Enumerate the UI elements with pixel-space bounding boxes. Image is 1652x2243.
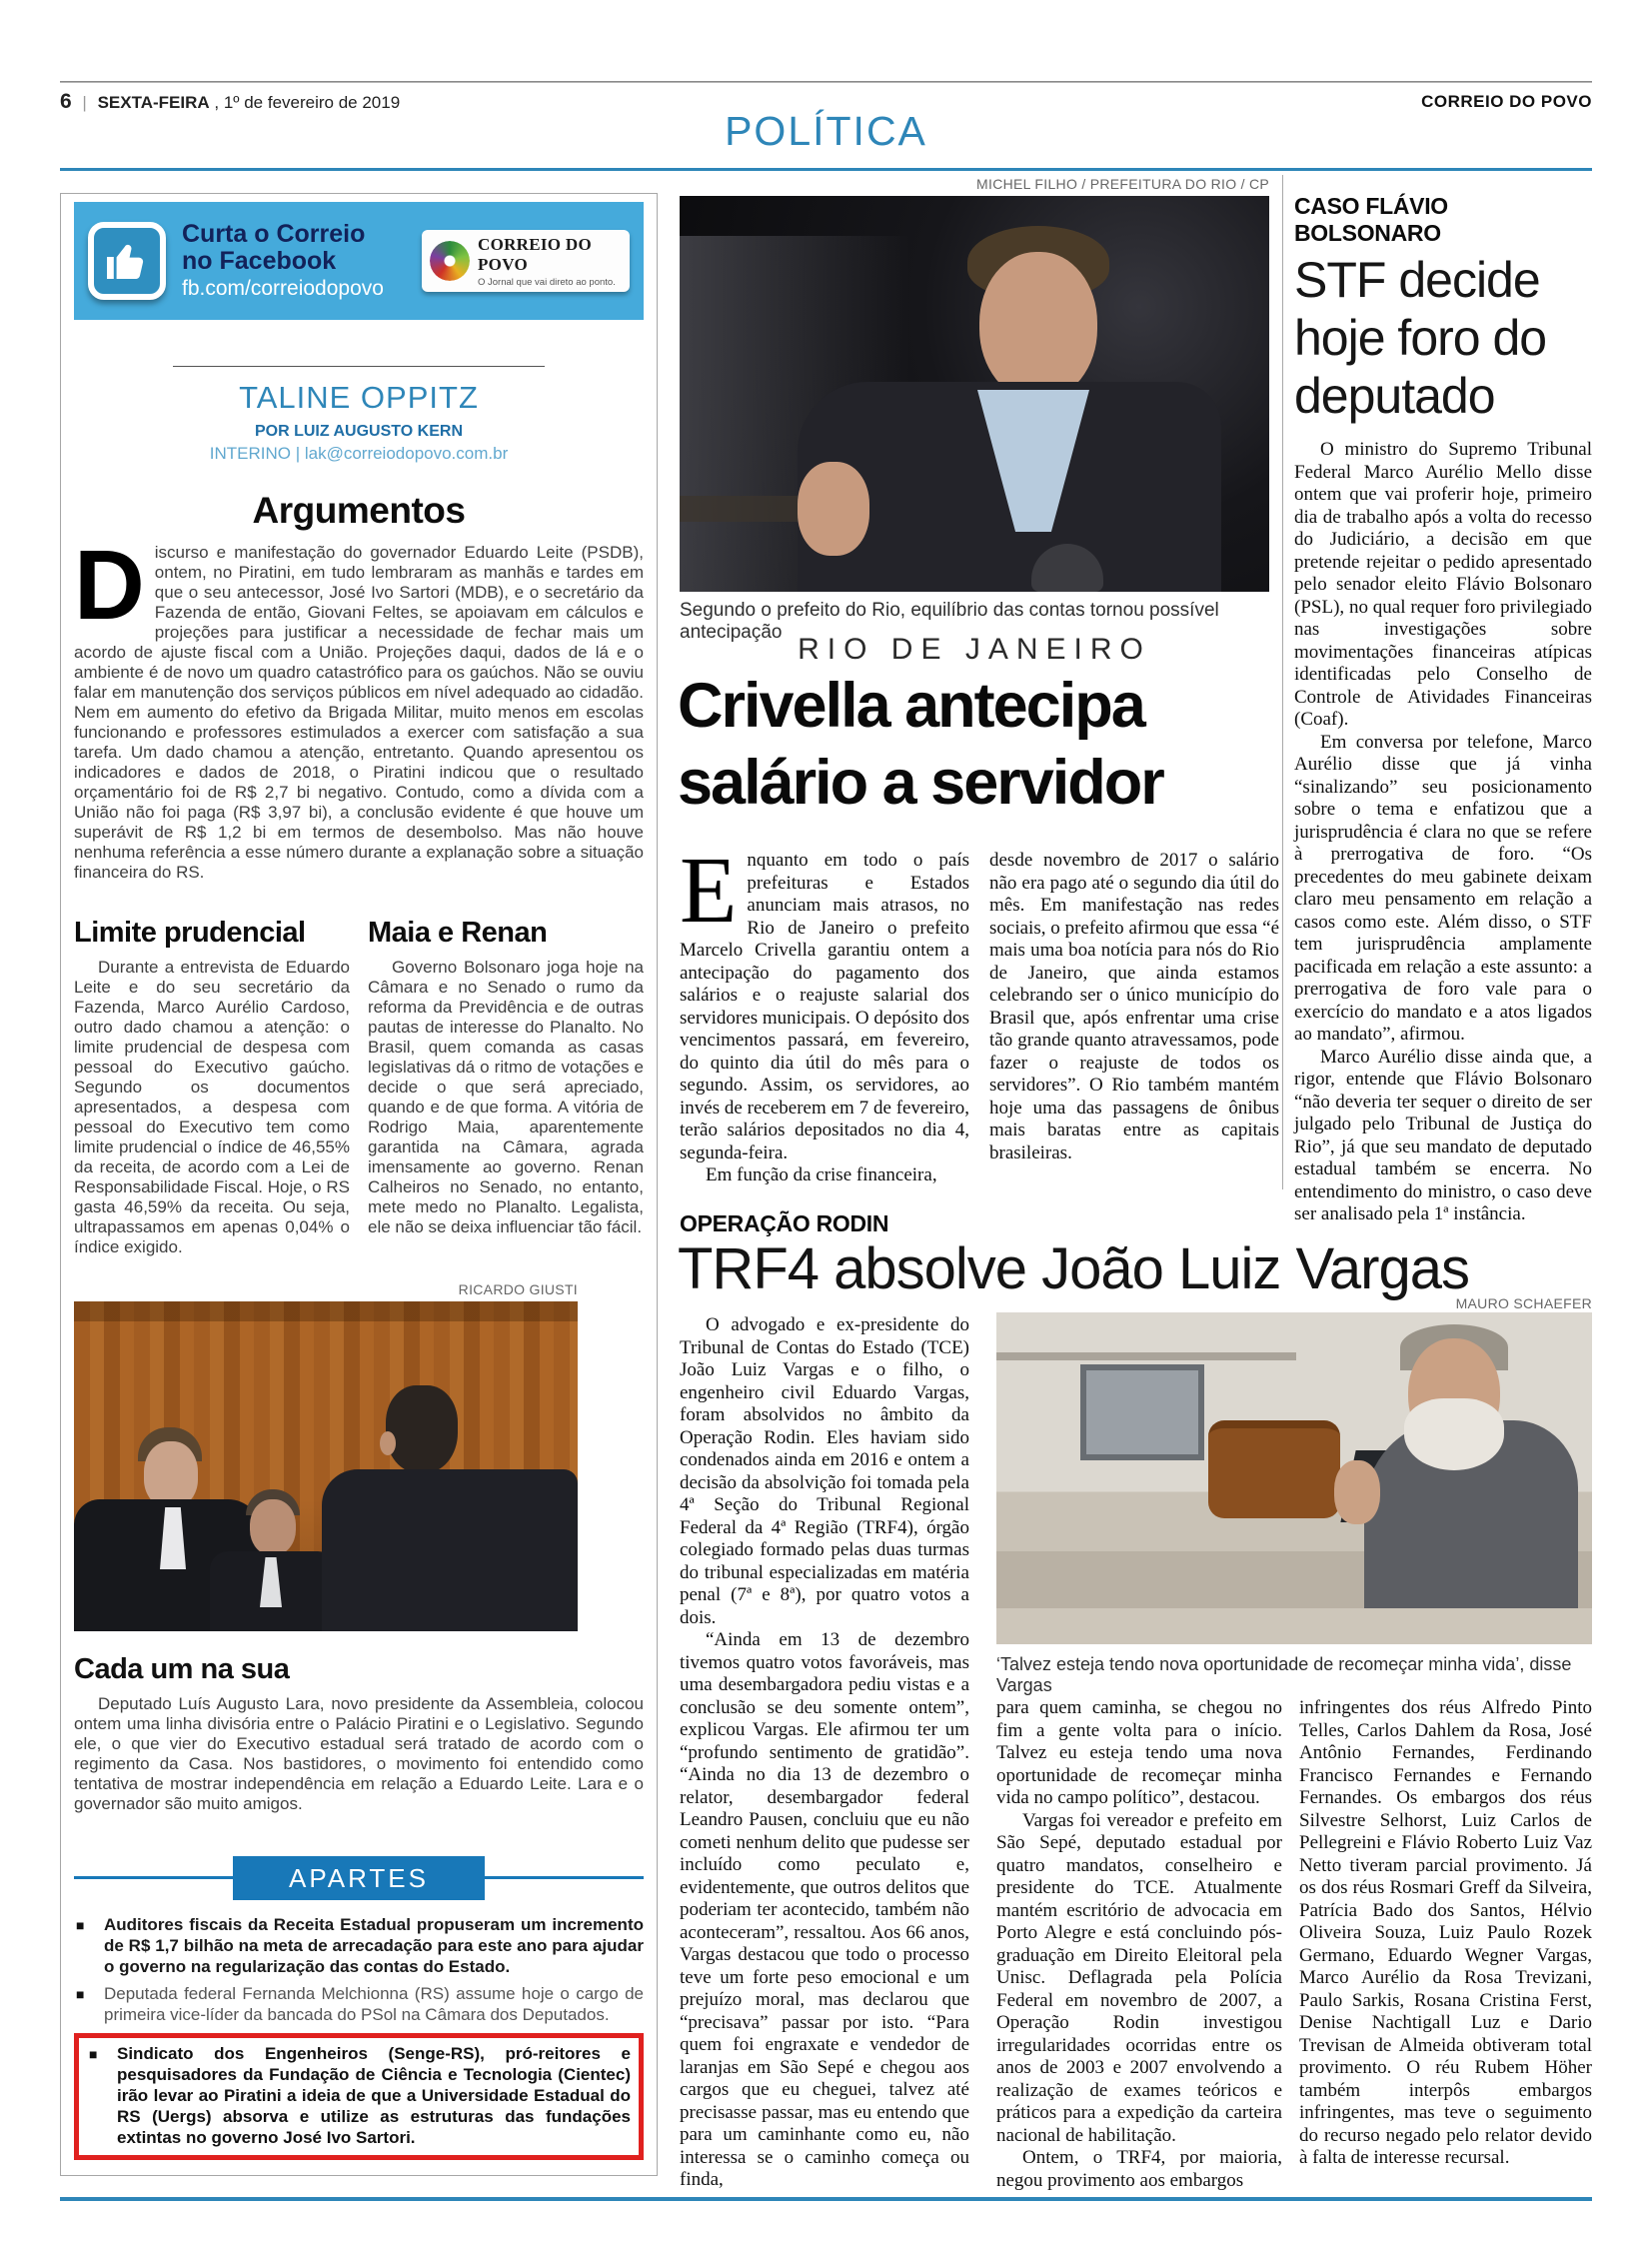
vargas-beard bbox=[1404, 1398, 1504, 1470]
cada-um-na-sua-title: Cada um na sua bbox=[74, 1653, 290, 1685]
crivella-photo bbox=[680, 196, 1269, 592]
correio-logo-title: CORREIO DO POVO bbox=[478, 234, 592, 274]
limite-body: Durante a entrevista de Eduardo Leite e do seu secretário da Fazenda, Marco Aurélio Cardoso, outro dado chamou a atenção: o limite prudencial de despesa com pessoal do Executivo gaúcho. Segundo os documentos apresentados, a despesa com pessoal do Executivo tem como limite prudencial o índice de 46,55% da receita, de acordo com a Lei de Responsabilidade Fiscal. Hoje, o RS gasta 46,59% da receita. Ou seja, ultrapassamos em apenas 0,04% o índice exigido. bbox=[74, 958, 350, 1256]
apartes-item: ■ Deputada federal Fernanda Melchionna (RS) assume hoje o cargo de primeira vice-líder da bancada do PSol na Câmara dos Deputados. bbox=[74, 1983, 644, 2025]
columnist-name: TALINE OPPITZ bbox=[239, 380, 479, 415]
apartes-item: ■ Sindicato dos Engenheiros (Senge-RS), pró-reitores e pesquisadores da Fundação de Ciência e Tecnologia (Cientec) irão levar ao Piratini a ideia de que a Universidade Estadual do RS (Uergs) absorva e utilize as estruturas das fundações extintas no governo José Ivo Sartori. bbox=[87, 2043, 631, 2148]
argumentos-title: Argumentos bbox=[252, 490, 466, 531]
trf4-paragraph: O advogado e ex-presidente do Tribunal de Contas do Estado (TCE) João Luiz Vargas e o filho, o engenheiro civil Eduardo Vargas, foram absolvidos no âmbito da Operação Rodin. Eles haviam sido condenados ainda em 2016 e ontem a decisão da absolvição foi tomada pela 4ª Seção do Tribunal Regional Federal da 4ª Região (TRF4), órgão colegiado formado pelas duas turmas do tribunal especializadas em matéria penal (7ª e 8ª), por quatro votos a dois. bbox=[680, 1314, 969, 1628]
cada-um-na-sua-body: Deputado Luís Augusto Lara, novo presidente da Assembleia, colocou ontem uma linha divisória entre o Palácio Piratini e o Legislativo. Segundo ele, o que vier do Executivo estadual será tratado de acordo com o regimento da Casa. Nos bastidores, o movimento foi entendido como tentativa de mostrar independência em relação a Eduardo Leite. Lara e o governador são muito amigos. bbox=[74, 1694, 644, 1813]
trf4-column-3 bbox=[1299, 1697, 1592, 2170]
crivella-paragraph: desde novembro de 2017 o salário não era pago até o segundo dia útil do mês. Em manifestação nas redes sociais, o prefeito afirmou que essa “é mais uma boa notícia para nós do Rio de Janeiro, que ainda estamos celebrando ser o único município do Brasil que, após enfrentar uma crise tão grande quanto atravessamos, pode fazer o reajuste de todos os servidores”. O Rio também mantém hoje uma das passagens de ônibus mais baratas entre as capitais brasileiras. bbox=[989, 850, 1279, 1163]
assembly-figure3-suit bbox=[322, 1469, 578, 1631]
facebook-promo-line2: no Facebook bbox=[182, 247, 337, 275]
crivella-paragraph: Em função da crise financeira, bbox=[706, 1164, 937, 1185]
folio-separator: | bbox=[82, 93, 87, 112]
crivella-head bbox=[979, 252, 1097, 400]
maia-renan-section bbox=[368, 917, 644, 1257]
trf4-paragraph: Vargas foi vereador e prefeito em São Sepé, deputado estadual por quatro mandatos, conselheiro e presidente do TCE. Atualmente mantém escritório de advocacia em Porto Alegre e está concluindo pós-graduação em Direito Eleitoral pela Unisc. Deflagrada pela Polícia Federal em novembro de 2007, a Operação Rodin investigou irregularidades ocorridas entre os anos de 2003 e 2007 envolvendo a realização de exames teóricos e práticos para a expedição da carteira nacional de habilitação. bbox=[996, 1809, 1282, 2146]
weekday: SEXTA-FEIRA bbox=[97, 93, 210, 112]
trf4-column-1 bbox=[680, 1314, 969, 2192]
assembly-figure2-head bbox=[250, 1499, 296, 1555]
page-number: 6 bbox=[60, 90, 72, 113]
apartes-title: APARTES bbox=[233, 1856, 485, 1900]
crivella-column-2 bbox=[989, 850, 1279, 1164]
apartes-highlight-box bbox=[74, 2033, 644, 2160]
trf4-paragraph: Ontem, o TRF4, por maioria, negou provimento aos embargos bbox=[996, 2147, 1282, 2191]
facebook-like-icon bbox=[88, 222, 166, 300]
facebook-promo-banner[interactable] bbox=[74, 202, 644, 320]
correio-logo-tagline: O Jornal que vai direto ao ponto. bbox=[478, 276, 616, 288]
trf4-paragraph: “Ainda em 13 de dezembro tivemos quatro votos favoráveis, mas uma desembargadora pediu vistas e a conclusão se deu somente ontem”, explicou Vargas. Ele afirmou ter um “profundo sentimento de gratidão”. “Ainda no dia 13 de dezembro o relator, desembargador federal Leandro Pausen, concluiu que eu não cometi nenhum delito que pudesse ser incluído como peculato e, evidentemente, que outros delitos que poderiam ter acontecido, também não aconteceram”, ressaltou. Aos 66 anos, Vargas destacou que todo o processo teve um forte peso emocional e um prejuízo moral, mas declarou que “precisava” passar por isto. “Para quem foi engraxate e vendedor de laranjas em São Sepé e chegou aos cargos que eu cheguei, talvez até precisasse passar, mas eu entendo que para um caminhante como eu, não interessa se o caminho começa ou finda, bbox=[680, 1629, 969, 2190]
vargas-photo-shelf bbox=[996, 1352, 1296, 1360]
crivella-hand bbox=[798, 462, 869, 556]
stf-headline: STF decide hoje foro do deputado bbox=[1294, 252, 1547, 424]
crivella-caption: Segundo o prefeito do Rio, equilíbrio das contas tornou possível antecipação bbox=[680, 600, 1219, 643]
facebook-promo-text bbox=[182, 221, 406, 301]
vargas-hand bbox=[1334, 1460, 1380, 1524]
stf-paragraph: Em conversa por telefone, Marco Aurélio disse que já vinha “sinalizando” seu posicionamento sobre o tema e enfatizou que a jurisprudência é clara no que se refere à prerrogativa de foro. “Os precedentes do meu gabinete deixam claro meu pensamento em relação a casos como este. Além disso, o STF tem jurisprudência amplamente pacificada em relação a este assunto: a prerrogativa de foro vale para o exercício do mandato e a atos ligados ao mandato”, afirmou. bbox=[1294, 731, 1592, 1045]
columnist-author: POR LUIZ AUGUSTO KERN bbox=[254, 423, 463, 440]
facebook-promo-line1: Curta o Correio bbox=[182, 220, 366, 248]
section-title: POLÍTICA bbox=[725, 108, 927, 154]
masthead-brand: CORREIO DO POVO bbox=[1421, 92, 1592, 111]
assembly-photo bbox=[74, 1301, 578, 1631]
crivella-headline-line2: salário a servidor bbox=[678, 748, 1163, 818]
trf4-headline: TRF4 absolve João Luiz Vargas bbox=[678, 1236, 1470, 1301]
stf-paragraph: Marco Aurélio disse ainda que, a rigor, entende que Flávio Bolsonaro “não deveria ter sequer o direito de ser julgado pelo Tribunal de Justiça do Rio”, já que seu mandato de deputado estadual também se encerra. No entendimento do ministro, o caso deve ser analisado pela 1ª instância. bbox=[1294, 1046, 1592, 1224]
byline-divider bbox=[173, 366, 545, 367]
limite-prudencial-section bbox=[74, 917, 350, 1257]
apartes-list bbox=[74, 1914, 644, 2160]
crivella-photo-credit: MICHEL FILHO / PREFEITURA DO RIO / CP bbox=[976, 176, 1269, 192]
crivella-kicker: RIO DE JANEIRO bbox=[798, 633, 1151, 666]
assembly-figure3-head bbox=[386, 1385, 458, 1473]
vargas-photo bbox=[996, 1312, 1592, 1644]
apartes-header bbox=[74, 1856, 644, 1900]
stf-paragraph: O ministro do Supremo Tribunal Federal Marco Aurélio Mello disse ontem que vai proferir hoje, primeiro dia de trabalho após a volta do recesso do Judiciário, a decisão em que pretende rejeitar o pedido apresentado pelo senador eleito Flávio Bolsonaro (PSL), no qual requer foro privilegiado nas investigações sobre movimentações financeiras atípicas identificadas pelo Conselho de Controle de Atividades Financeiras (Coaf). bbox=[1294, 439, 1592, 730]
vargas-caption: ‘Talvez esteja tendo nova oportunidade de recomeçar minha vida’, disse Vargas bbox=[996, 1654, 1572, 1695]
vargas-monitor bbox=[1080, 1364, 1204, 1460]
limite-title: Limite prudencial bbox=[74, 917, 306, 949]
trf4-kicker: OPERAÇÃO RODIN bbox=[680, 1210, 889, 1236]
maia-body: Governo Bolsonaro joga hoje na Câmara e no Senado o rumo da reforma da Previdência e de outras pautas de interesse do Planalto. No Brasil, quem comanda as casas legislativas dá o ritmo de votações e decide o que será apreciado, quando e de que forma. A vitória de Rodrigo Maia, aparentemente garantida na Câmara, agrada imensamente ao governo. Renan Calheiros no Senado, no entanto, mete medo no Planalto. Legalista, ele não se deixa influenciar tão fácil. bbox=[368, 958, 644, 1236]
vargas-photo-credit: MAURO SCHAEFER bbox=[1455, 1295, 1592, 1311]
column-divider bbox=[1282, 175, 1283, 1189]
stf-article bbox=[1294, 193, 1592, 1226]
section-rule bbox=[60, 168, 1592, 171]
trf4-paragraph: infringentes dos réus Alfredo Pinto Telles, Carlos Dahlem da Rosa, José Antônio Fernandes, Ferdinando Francisco Fernandes e Fernando Fernandes. Os embargos dos réus Silvestre Selhorst, Luiz Carlos de Pellegreini e Flávio Roberto Luiz Vaz Netto tiveram parcial provimento. Já os dos réus Rosmari Greff da Silveira, Patrícia Bado dos Santos, Hélvio Oliveira Souza, Luiz Paulo Rozek Germano, Eduardo Wegner Vargas, Marco Aurélio da Rosa Trevizani, Paulo Sarkis, Rosana Cristina Ferst, Denise Nachtigall Luz e Dario Trevisan de Almeida obtiveram total provimento. O réu Rubem Höher também interpôs embargos infringentes, mas teve o seguimento do recurso negado pelo relator devido à falta de interesse recursal. bbox=[1299, 1697, 1592, 2168]
assembly-photo-credit: RICARDO GIUSTI bbox=[458, 1281, 578, 1297]
correio-swirl-icon bbox=[430, 241, 470, 281]
argumentos-body: Discurso e manifestação do governador Eduardo Leite (PSDB), ontem, no Piratini, em tudo lembraram as manhãs e tardes em que o seu antecessor, José Ivo Sartori (MDB), e o secretário da Fazenda de então, Giovani Feltes, se apoiavam em cálculos e projeções para justificar a necessidade de fechar mais um acordo de ajuste fiscal com a União. Projeções daqui, dados de lá e o ambiente é de novo um quadro catastrófico para os gaúchos. Não se ouviu falar em manutenção dos serviços públicos em nível adequado ao cidadão. Nem em aumento do efetivo da Brigada Militar, muito menos em escolas funcionando e professores estimulados a exercer com satisfação a sua tarefa. Um dado chamou a atenção, entretanto. Quando apresentou os indicadores e dados de 2018, o Piratini indicou que o resultado orçamentário foi de R$ 2,7 bi negativo. Contudo, como a dívida com a União não foi paga (R$ 3,97 bi), a conclusão evidente é que houve um superávit de R$ 1,2 bi em termos de desembolso. Mas não houve nenhuma referência a esse número durante a explanação sobre a situação financeira do RS. bbox=[74, 530, 644, 882]
crivella-headline bbox=[678, 668, 1273, 822]
crivella-column-1 bbox=[680, 839, 969, 1187]
maia-title: Maia e Renan bbox=[368, 917, 548, 949]
apartes-item: ■ Auditores fiscais da Receita Estadual propuseram um incremento de R$ 1,7 bilhão na meta de arrecadação para este ano para ajudar o governo na regularização das contas do Estado. bbox=[74, 1914, 644, 1977]
stf-body bbox=[1294, 439, 1592, 1226]
vargas-briefcase bbox=[1208, 1420, 1340, 1518]
assembly-figure1-head bbox=[144, 1441, 198, 1507]
correio-do-povo-logo bbox=[422, 230, 630, 292]
columnist-feature-box bbox=[60, 193, 658, 2176]
trf4-column-2 bbox=[996, 1697, 1282, 2192]
facebook-url[interactable]: fb.com/correiodopovo bbox=[182, 277, 384, 300]
crivella-headline-line1: Crivella antecipa bbox=[678, 671, 1144, 741]
vargas-desk bbox=[996, 1608, 1592, 1644]
trf4-paragraph: para quem caminha, se chegou no fim a gente volta para o início. Talvez eu esteja tendo uma nova oportunidade de recomeçar minha vida no campo político”, destacou. bbox=[996, 1697, 1282, 1808]
crivella-paragraph: Enquanto em todo o país prefeituras e Estados anunciam mais atrasos, no Rio de Janeiro o prefeito Marcelo Crivella garantiu ontem a antecipação do pagamento dos salários e o reajuste salarial dos servidores municipais. O depósito dos vencimentos passará, em fevereiro, do quinto dia útil do mês para o segundo. Assim, os servidores, ao invés de receberem em 7 de fevereiro, terão salários depositados no dia 4, segunda-feira. bbox=[680, 839, 969, 1163]
columnist-contact[interactable]: INTERINO | lak@correiodopovo.com.br bbox=[209, 444, 509, 463]
footer-rule bbox=[60, 2197, 1592, 2201]
date: , 1º de fevereiro de 2019 bbox=[214, 93, 401, 112]
header-rule bbox=[60, 81, 1592, 83]
assembly-figure3-ear bbox=[380, 1431, 396, 1455]
stf-kicker: CASO FLÁVIO BOLSONARO bbox=[1294, 193, 1448, 246]
